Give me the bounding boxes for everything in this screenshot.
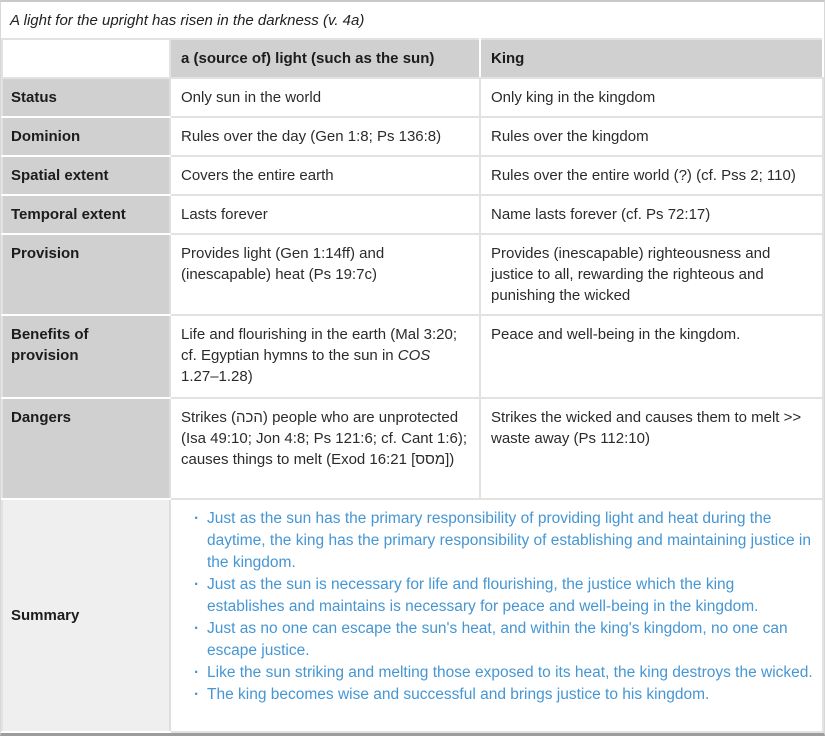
cell-spatial-sun: Covers the entire earth <box>170 156 480 195</box>
header-king-column: King <box>480 39 823 78</box>
header-empty-cell <box>2 39 170 78</box>
summary-bullet-item: · Just as the sun is necessary for life and flourishing, the justice which the king establishes and maintains is necessary for peace and well-being in the kingdom. <box>207 574 814 618</box>
row-label-benefits: Benefits of provision <box>2 315 170 398</box>
row-label-provision: Provision <box>2 234 170 315</box>
cell-benefits-sun <box>170 315 480 398</box>
cell-dominion-king: Rules over the kingdom <box>480 117 823 156</box>
cell-dangers-sun: Strikes (הכה) people who are unprotected (Isa 49:10; Jon 4:8; Ps 121:6; cf. Cant 1:6); causes things to melt (Exod 16:21 [מסס]) <box>170 398 480 499</box>
table-row-temporal-extent <box>2 195 823 234</box>
row-label-status: Status <box>2 78 170 117</box>
table-row-status <box>2 78 823 117</box>
cell-status-king: Only king in the kingdom <box>480 78 823 117</box>
summary-bullet-item: · Just as the sun has the primary responsibility of providing light and heat during the daytime, the king has the primary responsibility of establishing and maintaining justice in the kingdom. <box>207 508 814 574</box>
table-row-dangers <box>2 398 823 499</box>
page-title: A light for the upright has risen in the darkness (v. 4a) <box>10 12 365 29</box>
summary-bullet-item: · Just as no one can escape the sun's heat, and within the king's kingdom, no one can escape justice. <box>207 618 814 662</box>
row-label-dominion: Dominion <box>2 117 170 156</box>
header-sun-column: a (source of) light (such as the sun) <box>170 39 480 78</box>
cell-dominion-sun: Rules over the day (Gen 1:8; Ps 136:8) <box>170 117 480 156</box>
table-row-spatial-extent <box>2 156 823 195</box>
table-row-benefits-of-provision <box>2 315 823 398</box>
sun-king-comparison-table <box>1 38 824 733</box>
row-label-spatial-extent: Spatial extent <box>2 156 170 195</box>
cell-provision-sun: Provides light (Gen 1:14ff) and (inescapable) heat (Ps 19:7c) <box>170 234 480 315</box>
benefits-text-post: 1.27–1.28) <box>181 368 253 385</box>
cell-temporal-king: Name lasts forever (cf. Ps 72:17) <box>480 195 823 234</box>
cell-temporal-sun: Lasts forever <box>170 195 480 234</box>
summary-bullet-item: · The king becomes wise and successful and brings justice to his kingdom. <box>207 684 814 706</box>
summary-bullet-list <box>181 508 814 706</box>
table-row-provision <box>2 234 823 315</box>
row-label-summary: Summary <box>2 499 170 732</box>
cell-summary <box>170 499 823 732</box>
benefits-text-italic-cos: COS <box>397 347 431 364</box>
summary-bullet-item: · Like the sun striking and melting those exposed to its heat, the king destroys the wicked. <box>207 662 814 684</box>
cell-dangers-king: Strikes the wicked and causes them to melt >> waste away (Ps 112:10) <box>480 398 823 499</box>
row-label-dangers: Dangers <box>2 398 170 499</box>
table-row-summary <box>2 499 823 732</box>
benefits-text-pre: Life and flourishing in the earth (Mal 3:20; cf. Egyptian hymns to the sun in <box>181 326 457 364</box>
header-row <box>2 39 823 78</box>
cell-status-sun: Only sun in the world <box>170 78 480 117</box>
row-label-temporal-extent: Temporal extent <box>2 195 170 234</box>
cell-provision-king: Provides (inescapable) righteousness and justice to all, rewarding the righteous and punishing the wicked <box>480 234 823 315</box>
cell-spatial-king: Rules over the entire world (?) (cf. Pss 2; 110) <box>480 156 823 195</box>
table-row-dominion <box>2 117 823 156</box>
cell-benefits-king: Peace and well-being in the kingdom. <box>480 315 823 398</box>
